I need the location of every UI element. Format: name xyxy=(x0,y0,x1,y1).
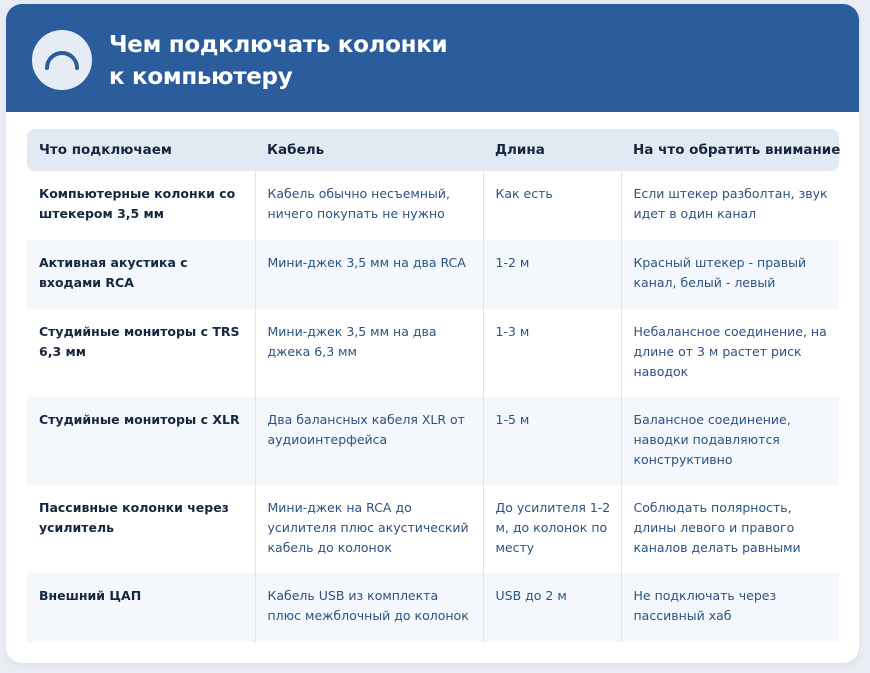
table-row xyxy=(27,309,839,397)
column-header-device: Что подключаем xyxy=(27,129,255,171)
table-header-row xyxy=(27,129,839,171)
cell-cable: Мини-джек на RCA до усилителя плюс акустический кабель до колонок xyxy=(255,485,483,573)
cell-length: USB до 2 м xyxy=(483,573,621,642)
comparison-table xyxy=(27,129,839,642)
title-line-2: к компьютеру xyxy=(109,64,293,90)
cell-length: До усилителя 1-2 м, до колонок по месту xyxy=(483,485,621,573)
table-row xyxy=(27,171,839,240)
cell-device: Активная акустика с входами RCA xyxy=(27,240,255,309)
column-header-cable: Кабель xyxy=(255,129,483,171)
cell-device: Внешний ЦАП xyxy=(27,573,255,642)
cell-length: 1-5 м xyxy=(483,397,621,485)
logo xyxy=(32,30,92,90)
cell-cable: Два балансных кабеля XLR от аудиоинтерфейса xyxy=(255,397,483,485)
arc-icon xyxy=(32,30,92,90)
cell-length: 1-3 м xyxy=(483,309,621,397)
cell-device: Пассивные колонки через усилитель xyxy=(27,485,255,573)
column-header-length: Длина xyxy=(483,129,621,171)
cell-note: Не подключать через пассивный хаб xyxy=(621,573,839,642)
cell-cable: Кабель USB из комплекта плюс межблочный до колонок xyxy=(255,573,483,642)
cell-note: Соблюдать полярность, длины левого и правого каналов делать равными xyxy=(621,485,839,573)
title-line-1: Чем подключать колонки xyxy=(109,32,448,58)
cell-note: Красный штекер - правый канал, белый - левый xyxy=(621,240,839,309)
cell-cable: Кабель обычно несъемный, ничего покупать не нужно xyxy=(255,171,483,240)
cell-note: Небалансное соединение, на длине от 3 м растет риск наводок xyxy=(621,309,839,397)
cell-note: Балансное соединение, наводки подавляются конструктивно xyxy=(621,397,839,485)
table-row xyxy=(27,573,839,642)
cell-note: Если штекер разболтан, звук идет в один канал xyxy=(621,171,839,240)
cell-device: Компьютерные колонки со штекером 3,5 мм xyxy=(27,171,255,240)
cell-length: 1-2 м xyxy=(483,240,621,309)
table-row xyxy=(27,240,839,309)
cell-device: Студийные мониторы с XLR xyxy=(27,397,255,485)
table-row xyxy=(27,485,839,573)
cell-cable: Мини-джек 3,5 мм на два RCA xyxy=(255,240,483,309)
page-title xyxy=(109,29,609,93)
info-card xyxy=(6,4,859,663)
cell-length: Как есть xyxy=(483,171,621,240)
column-header-note: На что обратить внимание xyxy=(621,129,839,171)
table-row xyxy=(27,397,839,485)
card-header xyxy=(6,4,859,112)
cell-cable: Мини-джек 3,5 мм на два джека 6,3 мм xyxy=(255,309,483,397)
cell-device: Студийные мониторы с TRS 6,3 мм xyxy=(27,309,255,397)
